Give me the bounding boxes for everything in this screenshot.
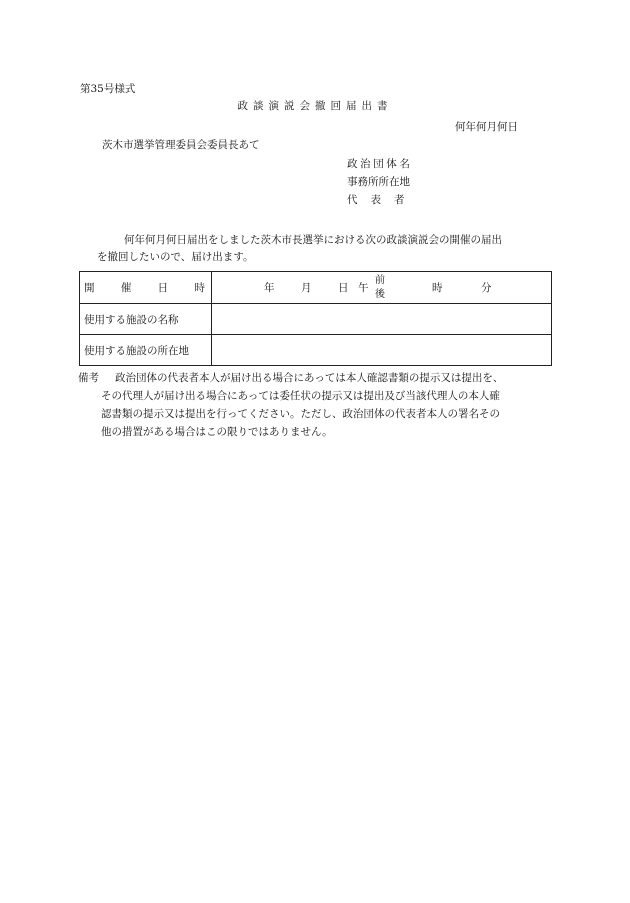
datetime-label-char: 時 (194, 282, 205, 294)
facility-name-value[interactable] (212, 304, 552, 335)
table-row-facility-name (80, 304, 552, 335)
representative-label: 代表者 (347, 194, 418, 206)
remarks-line-3: 認書類の提示又は提出を行ってください。ただし、政治団体の代表者本人の署名その (101, 408, 500, 420)
remarks-heading: 備考 (78, 372, 99, 384)
datetime-label-char: 日 (157, 282, 169, 294)
form-number: 第35号様式 (80, 83, 136, 95)
remarks-line-1: 政治団体の代表者本人が届け出る場合にあっては本人確認書類の提示又は提出を、 (115, 372, 504, 384)
political-org-name-label: 政治団体名 (347, 158, 413, 170)
remarks-line-2: その代理人が届け出る場合にあっては委任状の提示又は提出及び当該代理人の本人確 (101, 390, 500, 402)
month-unit: 月 (301, 281, 312, 294)
day-unit: 日 (338, 281, 349, 294)
facility-name-label: 使用する施設の名称 (80, 304, 212, 335)
submission-date: 何年何月何日 (455, 121, 518, 133)
remarks-line-4: 他の措置がある場合はこの限りではありません。 (101, 426, 333, 438)
facility-location-value[interactable] (212, 335, 552, 366)
minute-unit: 分 (481, 281, 492, 294)
datetime-value-cell[interactable] (212, 272, 552, 304)
year-unit: 年 (264, 281, 275, 294)
table-row-facility-location (80, 335, 552, 366)
withdrawal-form-table (79, 271, 552, 366)
facility-location-label: 使用する施設の所在地 (80, 335, 212, 366)
table-row-datetime (80, 272, 552, 304)
ampm-label: 午 (358, 281, 369, 294)
document-title: 政談演説会撤回届出書 (237, 100, 393, 112)
addressee: 茨木市選挙管理委員会委員長あて (102, 139, 260, 151)
hour-unit: 時 (432, 281, 443, 294)
body-text-line-2: を撤回したいので、届け出ます。 (97, 251, 254, 263)
datetime-label-char: 開 (84, 282, 95, 294)
pm-option: 後 (375, 288, 385, 300)
office-location-label: 事務所所在地 (347, 176, 410, 188)
datetime-label (80, 272, 212, 304)
am-option: 前 (375, 274, 385, 286)
datetime-label-char: 催 (120, 282, 132, 294)
body-text-line-1: 何年何月何日届出をしました茨木市長選挙における次の政談演説会の開催の届出 (124, 234, 502, 246)
